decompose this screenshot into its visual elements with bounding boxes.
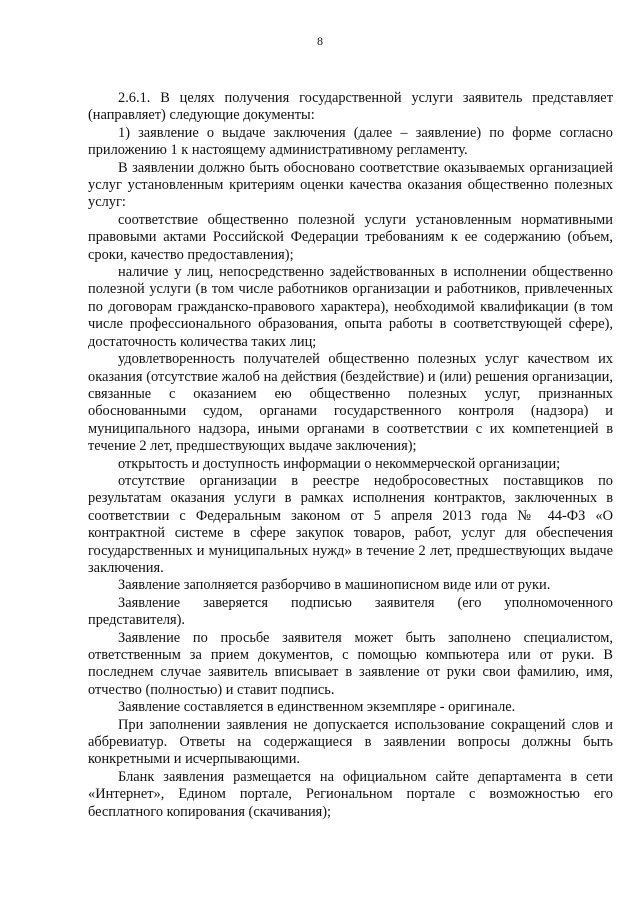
paragraph-specialist-filling: Заявление по просьбе заявителя может быть заполнено специалистом, ответственным за прием документов, с помощью компьютера или от руки. В последнем случае заявитель вписывает в заявление от руки свои фамилию, имя, отчество (полностью) и ставит подпись. <box>88 629 613 698</box>
paragraph-form-publication: Бланк заявления размещается на официальном сайте департамента в сети «Интернет», Едином портале, Региональном портале с возможностью его бесплатного копирования (скачивания); <box>88 768 613 820</box>
paragraph-criterion-compliance: соответствие общественно полезной услуги установленным нормативными правовыми актами Российской Федерации требованиям к ее содержанию (объем, сроки, качество предоставления); <box>88 211 613 263</box>
paragraph-2-6-1: 2.6.1. В целях получения государственной услуги заявитель представляет (направляет) следующие документы: <box>88 90 613 124</box>
paragraph-criterion-registry: отсутствие организации в реестре недобросовестных поставщиков по результатам оказания услуги в рамках исполнения контрактов, заключенных в соответствии с Федеральным законом от 5 апреля 2013 года № 44-ФЗ «О контрактной системе в сфере закупок товаров, работ, услуг для обеспечения государственных и муниципальных нужд» в течение 2 лет, предшествующих выдаче заключения. <box>88 472 613 576</box>
paragraph-criterion-openness: открытость и доступность информации о некоммерческой организации; <box>118 455 561 472</box>
paragraph-filling-method: Заявление заполняется разборчиво в машинописном виде или от руки. <box>118 577 551 594</box>
paragraph-criterion-satisfaction: удовлетворенность получателей общественно полезных услуг качеством их оказания (отсутствие жалоб на действия (бездействие) и (или) решения организации, связанные с оказанием ею общественно полезных услуг, признанных обоснованными судом, органами государственного контроля (надзора) и муниципального надзора, иными органами в соответствии с их компетенцией в течение 2 лет, предшествующих выдаче заключения); <box>88 351 613 455</box>
paragraph-criteria-intro: В заявлении должно быть обосновано соответствие оказываемых организацией услуг установленным критериям оценки качества оказания общественно полезных услуг: <box>88 159 613 211</box>
paragraph-application-item: 1) заявление о выдаче заключения (далее – заявление) по форме согласно приложению 1 к настоящему административному регламенту. <box>88 124 613 159</box>
document-body <box>88 90 613 821</box>
paragraph-criterion-qualification: наличие у лиц, непосредственно задействованных в исполнении общественно полезной услуги (в том числе работников организации и работников, привлеченных по договорам гражданско-правового характера), необходимой квалификации (в том числе профессионального образования, опыта работы в соответствующей сфере), достаточность количества таких лиц; <box>88 264 613 350</box>
paragraph-no-abbreviations: При заполнении заявления не допускается использование сокращений слов и аббревиатур. Ответы на содержащиеся в заявлении вопросы должны быть конкретными и исчерпывающими. <box>88 716 613 768</box>
page-number: 8 <box>317 34 323 48</box>
paragraph-signature: Заявление заверяется подписью заявителя (его уполномоченного представителя). <box>88 594 613 629</box>
paragraph-single-copy: Заявление составляется в единственном экземпляре - оригинале. <box>118 699 516 716</box>
